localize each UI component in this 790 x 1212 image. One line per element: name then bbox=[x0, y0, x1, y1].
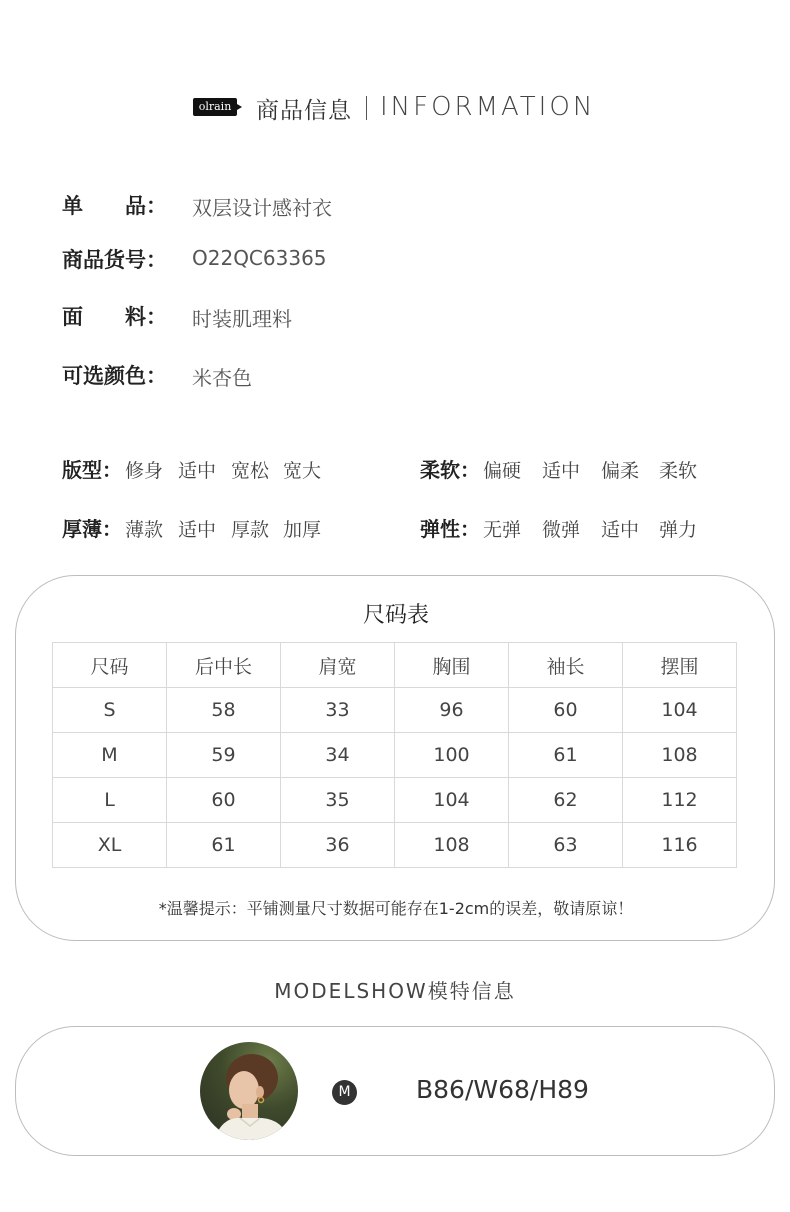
attr-option: 偏硬 bbox=[483, 460, 522, 482]
table-header-row bbox=[53, 643, 737, 688]
attr-fit bbox=[62, 454, 362, 484]
attr-option: 薄款 bbox=[125, 519, 164, 541]
attr-label: 柔软： bbox=[420, 458, 480, 482]
measurement-note: *温馨提示：平铺测量尺寸数据可能存在1-2cm的误差，敬请原谅！ bbox=[158, 899, 634, 918]
table-row bbox=[53, 823, 737, 868]
table-header-cell: 袖长 bbox=[509, 643, 623, 688]
info-label: 单 品： bbox=[62, 194, 167, 218]
info-value: 米杏色 bbox=[192, 366, 252, 390]
attr-option: 弹力 bbox=[659, 519, 698, 541]
model-card bbox=[15, 1026, 775, 1156]
attr-option: 柔软 bbox=[659, 460, 698, 482]
section-title-en: INFORMATION bbox=[380, 92, 596, 122]
model-size-badge: M bbox=[332, 1080, 357, 1105]
attr-option: 宽松 bbox=[231, 460, 270, 482]
info-label: 商品货号： bbox=[62, 248, 167, 272]
table-cell: L bbox=[53, 778, 167, 823]
table-cell: XL bbox=[53, 823, 167, 868]
table-cell: 35 bbox=[281, 778, 395, 823]
attr-option: 偏柔 bbox=[601, 460, 640, 482]
title-divider bbox=[366, 96, 367, 120]
model-avatar bbox=[200, 1042, 298, 1140]
table-cell: 104 bbox=[623, 688, 737, 733]
brand-logo bbox=[193, 98, 241, 116]
play-arrow-icon bbox=[237, 104, 242, 110]
size-chart-title: 尺码表 bbox=[362, 603, 429, 628]
table-cell: 108 bbox=[623, 733, 737, 778]
table-header-cell: 尺码 bbox=[53, 643, 167, 688]
attr-option: 微弹 bbox=[542, 519, 581, 541]
table-cell: 33 bbox=[281, 688, 395, 733]
info-value: O22QC63365 bbox=[192, 246, 327, 270]
info-value: 双层设计感衬衣 bbox=[192, 196, 332, 220]
brand-logo-text: olrain bbox=[193, 98, 237, 116]
attr-option: 修身 bbox=[125, 460, 164, 482]
attr-label: 弹性： bbox=[420, 517, 480, 541]
attr-option: 无弹 bbox=[483, 519, 522, 541]
table-cell: 63 bbox=[509, 823, 623, 868]
table-cell: 104 bbox=[395, 778, 509, 823]
attr-option-selected: 适中 bbox=[178, 456, 216, 483]
table-cell: 61 bbox=[509, 733, 623, 778]
attr-option-selected: 适中 bbox=[178, 515, 216, 542]
table-header-cell: 肩宽 bbox=[281, 643, 395, 688]
model-photo-icon bbox=[200, 1042, 298, 1140]
table-cell: 61 bbox=[167, 823, 281, 868]
table-cell: 112 bbox=[623, 778, 737, 823]
table-row bbox=[53, 688, 737, 733]
table-cell: M bbox=[53, 733, 167, 778]
info-label: 面 料： bbox=[62, 305, 167, 329]
attr-option: 加厚 bbox=[283, 519, 322, 541]
attr-label: 版型： bbox=[62, 458, 122, 482]
table-cell: 116 bbox=[623, 823, 737, 868]
table-cell: 58 bbox=[167, 688, 281, 733]
model-section-title: MODELSHOW模特信息 bbox=[274, 979, 516, 1003]
attr-softness bbox=[420, 454, 740, 484]
table-cell: 96 bbox=[395, 688, 509, 733]
table-cell: 36 bbox=[281, 823, 395, 868]
table-cell: 59 bbox=[167, 733, 281, 778]
table-cell: 108 bbox=[395, 823, 509, 868]
info-label: 可选颜色： bbox=[62, 364, 167, 388]
page-header bbox=[0, 88, 790, 128]
table-cell: 60 bbox=[167, 778, 281, 823]
info-value: 时装肌理料 bbox=[192, 307, 292, 331]
table-cell: 100 bbox=[395, 733, 509, 778]
table-cell: 60 bbox=[509, 688, 623, 733]
section-title-cn: 商品信息 bbox=[256, 98, 352, 124]
attr-option-selected: 适中 bbox=[542, 456, 580, 483]
attr-elasticity bbox=[420, 513, 740, 543]
table-row bbox=[53, 778, 737, 823]
table-cell: S bbox=[53, 688, 167, 733]
table-header-cell: 胸围 bbox=[395, 643, 509, 688]
table-cell: 34 bbox=[281, 733, 395, 778]
attr-option: 宽大 bbox=[283, 460, 322, 482]
size-table bbox=[52, 642, 737, 868]
table-row bbox=[53, 733, 737, 778]
model-measurements: B86/W68/H89 bbox=[416, 1075, 589, 1104]
table-header-cell: 后中长 bbox=[167, 643, 281, 688]
table-cell: 62 bbox=[509, 778, 623, 823]
attr-option: 厚款 bbox=[231, 519, 270, 541]
attr-label: 厚薄： bbox=[62, 517, 122, 541]
attr-thickness bbox=[62, 513, 362, 543]
size-chart-card bbox=[15, 575, 775, 941]
table-header-cell: 摆围 bbox=[623, 643, 737, 688]
attr-option-selected: 适中 bbox=[601, 515, 639, 542]
